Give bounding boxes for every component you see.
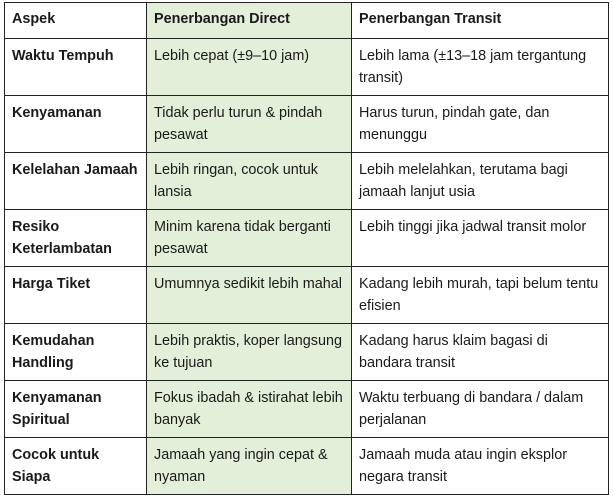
header-aspect: Aspek bbox=[5, 3, 147, 39]
cell-direct: Minim karena tidak berganti pesawat bbox=[147, 210, 352, 267]
cell-aspect: Kelelahan Jamaah bbox=[5, 153, 147, 210]
header-direct: Penerbangan Direct bbox=[147, 3, 352, 39]
cell-transit: Waktu terbuang di bandara / dalam perjalanan bbox=[352, 381, 609, 438]
cell-direct: Lebih cepat (±9–10 jam) bbox=[147, 39, 352, 96]
table-row bbox=[5, 96, 609, 153]
cell-aspect: Cocok untuk Siapa bbox=[5, 438, 147, 495]
cell-direct: Tidak perlu turun & pindah pesawat bbox=[147, 96, 352, 153]
comparison-table bbox=[4, 2, 609, 495]
cell-transit: Lebih lama (±13–18 jam tergantung transit) bbox=[352, 39, 609, 96]
cell-transit: Kadang harus klaim bagasi di bandara transit bbox=[352, 324, 609, 381]
cell-transit: Jamaah muda atau ingin eksplor negara transit bbox=[352, 438, 609, 495]
table-row bbox=[5, 210, 609, 267]
table-row bbox=[5, 381, 609, 438]
table-row bbox=[5, 153, 609, 210]
header-transit: Penerbangan Transit bbox=[352, 3, 609, 39]
table-row bbox=[5, 438, 609, 495]
cell-transit: Harus turun, pindah gate, dan menunggu bbox=[352, 96, 609, 153]
cell-direct: Lebih ringan, cocok untuk lansia bbox=[147, 153, 352, 210]
cell-aspect: Resiko Keterlambatan bbox=[5, 210, 147, 267]
cell-aspect: Waktu Tempuh bbox=[5, 39, 147, 96]
cell-direct: Lebih praktis, koper langsung ke tujuan bbox=[147, 324, 352, 381]
table-row bbox=[5, 39, 609, 96]
cell-aspect: Harga Tiket bbox=[5, 267, 147, 324]
table-row bbox=[5, 267, 609, 324]
cell-transit: Kadang lebih murah, tapi belum tentu efisien bbox=[352, 267, 609, 324]
comparison-table-container bbox=[4, 2, 609, 495]
cell-aspect: Kenyamanan Spiritual bbox=[5, 381, 147, 438]
table-row bbox=[5, 324, 609, 381]
cell-transit: Lebih melelahkan, terutama bagi jamaah lanjut usia bbox=[352, 153, 609, 210]
cell-transit: Lebih tinggi jika jadwal transit molor bbox=[352, 210, 609, 267]
table-header-row bbox=[5, 3, 609, 39]
cell-direct: Jamaah yang ingin cepat & nyaman bbox=[147, 438, 352, 495]
cell-aspect: Kemudahan Handling bbox=[5, 324, 147, 381]
cell-aspect: Kenyamanan bbox=[5, 96, 147, 153]
cell-direct: Fokus ibadah & istirahat lebih banyak bbox=[147, 381, 352, 438]
cell-direct: Umumnya sedikit lebih mahal bbox=[147, 267, 352, 324]
